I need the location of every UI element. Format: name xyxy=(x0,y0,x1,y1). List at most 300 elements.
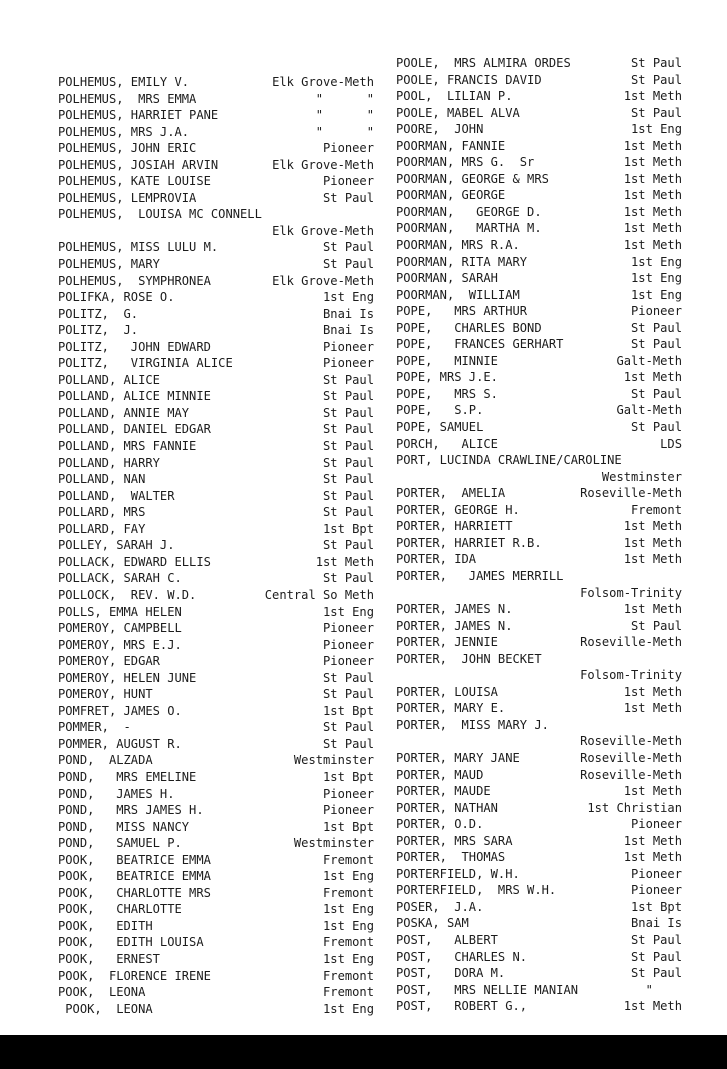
entry-name: POLLAND, ALICE xyxy=(58,372,160,387)
entry-name: POLLARD, MRS xyxy=(58,505,146,520)
list-item xyxy=(58,339,374,356)
list-item xyxy=(396,700,682,717)
entry-church: St Paul xyxy=(631,420,682,435)
entry-church: 1st Meth xyxy=(623,370,682,385)
entry-name: POMEROY, MRS E.J. xyxy=(58,637,182,652)
entry-church: Folsom-Trinity xyxy=(580,585,682,600)
entry-church: St Paul xyxy=(323,257,374,272)
entry-church: 1st Eng xyxy=(323,604,374,619)
entry-name: POORE, JOHN xyxy=(396,122,484,137)
entry-church: St Paul xyxy=(323,736,374,751)
entry-name: POND, JAMES H. xyxy=(58,786,175,801)
entry-name: POLLS, EMMA HELEN xyxy=(58,604,182,619)
right-column xyxy=(396,55,682,1015)
list-item xyxy=(58,984,374,1001)
entry-name: POLLACK, EDWARD ELLIS xyxy=(58,554,211,569)
list-item xyxy=(396,419,682,436)
entry-church: 1st Bpt xyxy=(631,899,682,914)
list-item xyxy=(58,868,374,885)
entry-church: Fremont xyxy=(323,935,374,950)
entry-church: 1st Meth xyxy=(623,204,682,219)
list-item xyxy=(58,256,374,273)
list-item xyxy=(396,402,682,419)
list-item xyxy=(58,670,374,687)
list-item xyxy=(58,471,374,488)
entry-church: Galt-Meth xyxy=(616,403,682,418)
entry-church: Pioneer xyxy=(323,339,374,354)
entry-church: 1st Meth xyxy=(623,155,682,170)
entry-church: Fremont xyxy=(631,502,682,517)
entry-name: POOLE, MABEL ALVA xyxy=(396,105,520,120)
list-item xyxy=(58,554,374,571)
list-item xyxy=(58,686,374,703)
entry-church: Folsom-Trinity xyxy=(580,668,682,683)
entry-church: " " xyxy=(315,108,374,123)
entry-church: Pioneer xyxy=(323,621,374,636)
entry-church: 1st Meth xyxy=(623,238,682,253)
entry-church: Fremont xyxy=(323,852,374,867)
list-item xyxy=(58,521,374,538)
entry-name: PORTER, JAMES N. xyxy=(396,602,513,617)
entry-church: St Paul xyxy=(631,618,682,633)
entry-church: 1st Meth xyxy=(623,138,682,153)
list-item xyxy=(396,601,682,618)
entry-name: POLLAND, ALICE MINNIE xyxy=(58,389,211,404)
entry-name: PORTER, MARY E. xyxy=(396,701,506,716)
list-item xyxy=(396,187,682,204)
list-item xyxy=(396,998,682,1015)
entry-name: POORMAN, WILLIAM xyxy=(396,287,520,302)
entry-name: PORTERFIELD, W.H. xyxy=(396,866,520,881)
entry-church: Pioneer xyxy=(323,654,374,669)
list-item xyxy=(396,717,682,750)
entry-church: 1st Bpt xyxy=(323,703,374,718)
list-item xyxy=(396,320,682,337)
entry-name: POOK, ERNEST xyxy=(58,951,160,966)
list-item xyxy=(396,171,682,188)
entry-name: POOLE, MRS ALMIRA ORDES xyxy=(396,56,571,70)
entry-name: POMEROY, CAMPBELL xyxy=(58,621,182,636)
list-item xyxy=(58,388,374,405)
list-item xyxy=(396,949,682,966)
list-item xyxy=(58,637,374,654)
entry-name: PORTERFIELD, MRS W.H. xyxy=(396,883,557,898)
list-item xyxy=(396,303,682,320)
entry-church: Pioneer xyxy=(323,803,374,818)
list-item xyxy=(58,719,374,736)
entry-name: POLHEMUS, MRS J.A. xyxy=(58,124,190,139)
entry-name: POORMAN, GEORGE D. xyxy=(396,204,542,219)
entry-name: POLHEMUS, EMILY V. xyxy=(58,75,190,89)
entry-church: 1st Eng xyxy=(631,122,682,137)
entry-name: PORTER, THOMAS xyxy=(396,850,506,865)
entry-name: POND, MRS EMELINE xyxy=(58,769,197,784)
entry-church: Westminster xyxy=(601,469,682,484)
entry-church: 1st Meth xyxy=(623,221,682,236)
entry-church: Pioneer xyxy=(323,786,374,801)
entry-name: POST, ALBERT xyxy=(396,932,498,947)
entry-church: Bnai Is xyxy=(323,306,374,321)
entry-name: POOK, BEATRICE EMMA xyxy=(58,869,211,884)
entry-church: Fremont xyxy=(323,968,374,983)
entry-church: St Paul xyxy=(323,389,374,404)
entry-name: PORTER, O.D. xyxy=(396,817,484,832)
entry-name: POPE, SAMUEL xyxy=(396,420,484,435)
entry-church: Elk Grove-Meth xyxy=(272,223,374,238)
entry-church: Pioneer xyxy=(631,817,682,832)
entry-name: POND, SAMUEL P. xyxy=(58,836,182,851)
entry-church: 1st Bpt xyxy=(323,819,374,834)
entry-church: Pioneer xyxy=(631,304,682,319)
list-item xyxy=(396,899,682,916)
entry-name: POORMAN, MRS G. Sr xyxy=(396,155,535,170)
entry-church: Roseville-Meth xyxy=(580,734,682,749)
entry-name: POLLAND, ANNIE MAY xyxy=(58,405,190,420)
entry-name: POST, CHARLES N. xyxy=(396,949,528,964)
entry-church: St Paul xyxy=(631,56,682,70)
list-item xyxy=(396,866,682,883)
list-item xyxy=(58,653,374,670)
entry-church: Elk Grove-Meth xyxy=(272,273,374,288)
list-item xyxy=(396,386,682,403)
list-item xyxy=(58,620,374,637)
entry-church: Bnai Is xyxy=(323,323,374,338)
entry-name: POSER, J.A. xyxy=(396,899,484,914)
entry-church: Pioneer xyxy=(323,356,374,371)
list-item xyxy=(396,88,682,105)
list-item xyxy=(58,140,374,157)
list-item xyxy=(396,237,682,254)
list-item xyxy=(396,270,682,287)
entry-church: 1st Eng xyxy=(323,902,374,917)
list-item xyxy=(396,72,682,89)
entry-name: POST, MRS NELLIE MANIAN xyxy=(396,982,579,997)
entry-name: POLHEMUS, KATE LOUISE xyxy=(58,174,211,189)
entry-church: St Paul xyxy=(323,455,374,470)
entry-name: POPE, MRS ARTHUR xyxy=(396,304,528,319)
list-item xyxy=(58,570,374,587)
list-item xyxy=(58,306,374,323)
list-item xyxy=(396,800,682,817)
list-item xyxy=(396,965,682,982)
entry-name: POOL, LILIAN P. xyxy=(396,89,513,104)
entry-church: St Paul xyxy=(323,439,374,454)
list-item xyxy=(58,124,374,141)
entry-name: POLLAND, DANIEL EDGAR xyxy=(58,422,211,437)
entry-name: PORTER, HARRIETT xyxy=(396,519,513,534)
entry-name: PORTER, IDA xyxy=(396,552,477,567)
entry-church: 1st Christian xyxy=(587,800,682,815)
entry-church: Roseville-Meth xyxy=(580,750,682,765)
entry-church: 1st Bpt xyxy=(323,769,374,784)
entry-church: St Paul xyxy=(323,190,374,205)
entry-name: POLLOCK, REV. W.D. xyxy=(58,587,197,602)
entry-church: 1st Eng xyxy=(323,290,374,305)
list-item xyxy=(58,488,374,505)
entry-church: 1st Meth xyxy=(623,171,682,186)
list-item xyxy=(58,405,374,422)
list-item xyxy=(396,750,682,767)
list-item xyxy=(396,982,682,999)
entry-name: POOK, FLORENCE IRENE xyxy=(58,968,211,983)
entry-church: St Paul xyxy=(323,240,374,255)
entry-name: POMEROY, EDGAR xyxy=(58,654,160,669)
entry-church: St Paul xyxy=(631,105,682,120)
list-item xyxy=(58,1001,374,1018)
list-item xyxy=(396,204,682,221)
entry-church: " " xyxy=(315,124,374,139)
entry-church: Pioneer xyxy=(323,141,374,156)
list-item xyxy=(58,703,374,720)
entry-name: POLHEMUS, HARRIET PANE xyxy=(58,108,219,123)
list-item xyxy=(58,736,374,753)
list-item xyxy=(396,783,682,800)
entry-name: PORT, LUCINDA CRAWLINE/CAROLINE xyxy=(396,453,622,468)
list-item xyxy=(396,55,682,72)
list-item xyxy=(396,684,682,701)
entry-name: POOK, CHARLOTTE MRS xyxy=(58,885,211,900)
entry-church: 1st Meth xyxy=(623,519,682,534)
entry-church: St Paul xyxy=(631,337,682,352)
list-item xyxy=(58,206,374,239)
list-item xyxy=(396,369,682,386)
list-item xyxy=(396,932,682,949)
entry-name: POMMER, AUGUST R. xyxy=(58,736,182,751)
entry-church: 1st Meth xyxy=(623,684,682,699)
entry-name: POPE, CHARLES BOND xyxy=(396,320,542,335)
list-item xyxy=(58,587,374,604)
entry-name: POORMAN, GEORGE xyxy=(396,188,506,203)
entry-name: PORTER, NATHAN xyxy=(396,800,498,815)
list-item xyxy=(58,190,374,207)
entry-name: POPE, FRANCES GERHART xyxy=(396,337,564,352)
entry-name: POLHEMUS, LOUISA MC CONNELL xyxy=(58,207,262,222)
entry-name: POLLAND, MRS FANNIE xyxy=(58,439,197,454)
entry-church: 1st Meth xyxy=(623,701,682,716)
entry-church: Central So Meth xyxy=(264,587,374,602)
entry-church: Pioneer xyxy=(323,174,374,189)
entry-church: 1st Meth xyxy=(315,554,374,569)
entry-name: POLITZ, VIRGINIA ALICE xyxy=(58,356,233,371)
entry-church: 1st Meth xyxy=(623,850,682,865)
entry-name: POORMAN, RITA MARY xyxy=(396,254,528,269)
list-item xyxy=(58,239,374,256)
entry-name: POPE, MRS J.E. xyxy=(396,370,498,385)
list-item xyxy=(396,849,682,866)
entry-name: POST, DORA M. xyxy=(396,966,506,981)
entry-name: POLHEMUS, MARY xyxy=(58,257,160,272)
entry-church: Roseville-Meth xyxy=(580,635,682,650)
entry-church: 1st Meth xyxy=(623,784,682,799)
list-item xyxy=(396,882,682,899)
entry-name: POLLACK, SARAH C. xyxy=(58,571,182,586)
list-item xyxy=(58,901,374,918)
entry-church: St Paul xyxy=(323,405,374,420)
list-item xyxy=(58,752,374,769)
list-item xyxy=(396,138,682,155)
entry-church: 1st Eng xyxy=(631,287,682,302)
list-item xyxy=(58,372,374,389)
entry-church: St Paul xyxy=(323,720,374,735)
entry-name: PORTER, JAMES MERRILL xyxy=(396,568,564,583)
list-item xyxy=(58,355,374,372)
entry-church: Elk Grove-Meth xyxy=(272,75,374,89)
list-item xyxy=(58,604,374,621)
entry-church: St Paul xyxy=(323,372,374,387)
entry-church: Galt-Meth xyxy=(616,353,682,368)
list-item xyxy=(396,634,682,651)
list-item xyxy=(58,934,374,951)
list-item xyxy=(396,816,682,833)
list-item xyxy=(396,452,682,485)
entry-church: 1st Meth xyxy=(623,552,682,567)
entry-name: POLITZ, J. xyxy=(58,323,139,338)
list-item xyxy=(396,833,682,850)
entry-name: POOK, LEONA xyxy=(58,985,146,1000)
entry-name: POOK, EDITH LOUISA xyxy=(58,935,204,950)
entry-church: " " xyxy=(315,91,374,106)
list-item xyxy=(396,105,682,122)
entry-church: Pioneer xyxy=(631,866,682,881)
entry-name: POLHEMUS, SYMPHRONEA xyxy=(58,273,211,288)
list-item xyxy=(58,885,374,902)
entry-church: St Paul xyxy=(323,422,374,437)
entry-church: Pioneer xyxy=(323,637,374,652)
entry-church: Westminster xyxy=(293,836,374,851)
entry-church: 1st Meth xyxy=(623,833,682,848)
entry-name: POLLAND, NAN xyxy=(58,472,146,487)
entry-name: POND, ALZADA xyxy=(58,753,153,768)
list-item xyxy=(58,173,374,190)
list-item xyxy=(58,91,374,108)
list-item xyxy=(396,767,682,784)
entry-name: POORMAN, GEORGE & MRS xyxy=(396,171,549,186)
entry-church: Roseville-Meth xyxy=(580,767,682,782)
list-item xyxy=(58,74,374,91)
entry-church: 1st Eng xyxy=(323,869,374,884)
entry-name: POOK, LEONA xyxy=(58,1001,153,1016)
list-item xyxy=(396,915,682,932)
list-item xyxy=(58,421,374,438)
entry-name: POOK, EDITH xyxy=(58,918,153,933)
entry-name: POOLE, FRANCIS DAVID xyxy=(396,72,542,87)
entry-name: POLHEMUS, JOHN ERIC xyxy=(58,141,197,156)
entry-name: PORTER, MISS MARY J. xyxy=(396,717,549,732)
entry-church: St Paul xyxy=(631,386,682,401)
list-item xyxy=(58,289,374,306)
list-item xyxy=(396,518,682,535)
entry-church: St Paul xyxy=(323,538,374,553)
entry-church: St Paul xyxy=(323,488,374,503)
list-item xyxy=(58,107,374,124)
entry-name: PORTER, JENNIE xyxy=(396,635,498,650)
entry-church: St Paul xyxy=(323,687,374,702)
left-column xyxy=(58,74,374,1017)
list-item xyxy=(58,537,374,554)
entry-church: St Paul xyxy=(631,72,682,87)
entry-name: POPE, MRS S. xyxy=(396,386,498,401)
entry-name: POLITZ, JOHN EDWARD xyxy=(58,339,211,354)
entry-name: POST, ROBERT G., xyxy=(396,999,528,1014)
entry-name: POMFRET, JAMES O. xyxy=(58,703,182,718)
entry-church: St Paul xyxy=(323,670,374,685)
entry-name: POLLEY, SARAH J. xyxy=(58,538,175,553)
list-item xyxy=(58,951,374,968)
entry-name: PORTER, JOHN BECKET xyxy=(396,651,542,666)
entry-church: St Paul xyxy=(631,966,682,981)
entry-name: POPE, S.P. xyxy=(396,403,484,418)
list-item xyxy=(58,835,374,852)
list-item xyxy=(396,220,682,237)
entry-name: POLIFKA, ROSE O. xyxy=(58,290,175,305)
list-item xyxy=(396,618,682,635)
list-item xyxy=(396,287,682,304)
entry-church: 1st Meth xyxy=(623,188,682,203)
entry-name: POND, MRS JAMES H. xyxy=(58,803,204,818)
list-item xyxy=(58,504,374,521)
list-item xyxy=(58,802,374,819)
list-item xyxy=(396,551,682,568)
entry-church: Bnai Is xyxy=(631,916,682,931)
entry-name: PORCH, ALICE xyxy=(396,436,498,451)
entry-name: POOK, CHARLOTTE xyxy=(58,902,182,917)
entry-church: 1st Eng xyxy=(323,918,374,933)
entry-name: POMEROY, HELEN JUNE xyxy=(58,670,197,685)
entry-name: POSKA, SAM xyxy=(396,916,469,931)
list-item xyxy=(396,651,682,684)
entry-name: POLITZ, G. xyxy=(58,306,139,321)
list-item xyxy=(58,438,374,455)
entry-name: POORMAN, MARTHA M. xyxy=(396,221,542,236)
entry-name: PORTER, HARRIET R.B. xyxy=(396,535,542,550)
list-item xyxy=(396,436,682,453)
entry-name: POND, MISS NANCY xyxy=(58,819,190,834)
entry-church: St Paul xyxy=(323,472,374,487)
list-item xyxy=(58,455,374,472)
entry-name: PORTER, MRS SARA xyxy=(396,833,513,848)
list-item xyxy=(396,502,682,519)
entry-church: 1st Bpt xyxy=(323,521,374,536)
entry-name: POORMAN, SARAH xyxy=(396,271,498,286)
entry-name: PORTER, MARY JANE xyxy=(396,750,520,765)
list-item xyxy=(58,786,374,803)
entry-name: POLHEMUS, LEMPROVIA xyxy=(58,190,197,205)
list-item xyxy=(58,769,374,786)
list-item xyxy=(396,121,682,138)
entry-name: POOK, BEATRICE EMMA xyxy=(58,852,211,867)
entry-church: St Paul xyxy=(323,571,374,586)
list-item xyxy=(396,254,682,271)
entry-church: 1st Eng xyxy=(323,1001,374,1016)
entry-church: Fremont xyxy=(323,985,374,1000)
list-item xyxy=(396,154,682,171)
list-item xyxy=(396,568,682,601)
list-item xyxy=(58,273,374,290)
entry-church: Pioneer xyxy=(631,883,682,898)
list-item xyxy=(396,353,682,370)
entry-name: PORTER, MAUD xyxy=(396,767,484,782)
entry-church: 1st Meth xyxy=(623,535,682,550)
entry-church: 1st Meth xyxy=(623,999,682,1014)
entry-church: St Paul xyxy=(631,949,682,964)
entry-church: 1st Eng xyxy=(631,254,682,269)
entry-church: St Paul xyxy=(631,320,682,335)
entry-church: St Paul xyxy=(323,505,374,520)
list-item xyxy=(58,968,374,985)
entry-church: 1st Eng xyxy=(323,951,374,966)
entry-name: POORMAN, MRS R.A. xyxy=(396,238,520,253)
entry-name: POMMER, - xyxy=(58,720,131,735)
